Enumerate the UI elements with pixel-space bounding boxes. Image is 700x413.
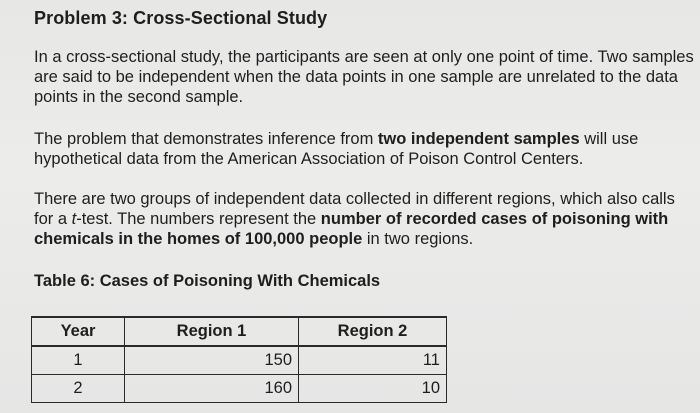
- header-year: Year: [32, 317, 125, 346]
- paragraph3-italic-t: t: [71, 210, 77, 228]
- paragraph-data-description: [34, 189, 698, 249]
- table-row: [32, 346, 447, 375]
- header-region-1: Region 1: [125, 317, 299, 346]
- cell-region-2: 10: [299, 375, 447, 403]
- paragraph1-text: In a cross-sectional study, the participants are seen at only one point of time. Two samples are said to be independent when the data points in one sample are unrelated to the data points in the second sample.: [34, 48, 694, 106]
- paragraph2-before: The problem that demonstrates inference from: [34, 130, 378, 148]
- cell-region-1: 160: [125, 375, 299, 403]
- paragraph3-part2: -test. The numbers represent the: [76, 210, 321, 228]
- paragraph3-part1: There are two groups of independent data collected in different regions, which also calls for a: [34, 190, 675, 228]
- paragraph3-part3: in two regions.: [362, 230, 474, 248]
- paragraph2-bold: two independent samples: [377, 130, 580, 148]
- paragraph2-after: will use hypothetical data from the American Association of Poison Control Centers.: [34, 130, 639, 168]
- paragraph-independent-samples: [34, 129, 698, 169]
- poisoning-cases-table: [31, 316, 447, 403]
- cell-year: 1: [32, 346, 125, 375]
- paragraph-cross-sectional-definition: [34, 47, 698, 107]
- problem-title: Problem 3: Cross-Sectional Study: [34, 8, 328, 28]
- table-header-row: [32, 317, 447, 346]
- table-row: [32, 375, 447, 403]
- header-region-2: Region 2: [299, 317, 447, 346]
- paragraph3-bold: number of recorded cases of poisoning with chemicals in the homes of 100,000 people: [34, 210, 669, 248]
- cell-year: 2: [32, 375, 125, 403]
- table-title: Table 6: Cases of Poisoning With Chemicals: [34, 272, 381, 290]
- cell-region-2: 11: [299, 346, 447, 375]
- cell-region-1: 150: [125, 346, 299, 375]
